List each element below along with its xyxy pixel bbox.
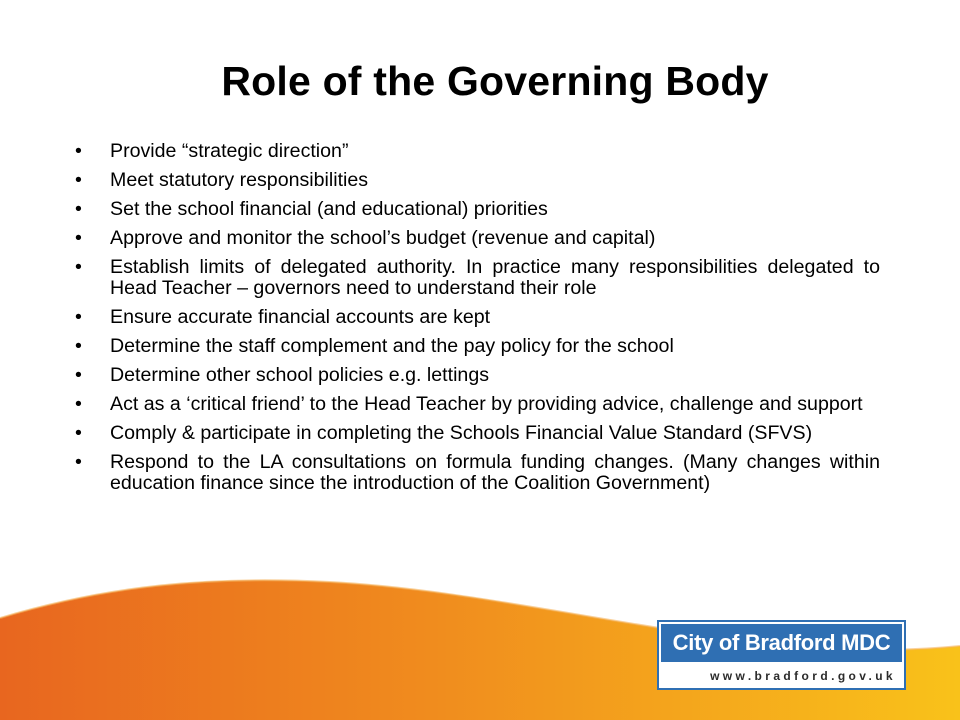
logo-name: City of Bradford MDC bbox=[661, 624, 902, 662]
bullet-text: Act as a ‘critical friend’ to the Head Teacher by providing advice, challenge and support bbox=[110, 393, 863, 415]
bullet-item bbox=[70, 307, 880, 328]
bullet-dot: • bbox=[75, 306, 82, 328]
bullet-dot: • bbox=[75, 393, 82, 415]
bullet-item bbox=[70, 199, 880, 220]
bullet-dot: • bbox=[75, 256, 82, 278]
bullet-text: Respond to the LA consultations on formula funding changes. (Many changes within education finance since the introduction of the Coalition Government) bbox=[110, 451, 880, 494]
bullet-item bbox=[70, 257, 880, 299]
bullet-dot: • bbox=[75, 364, 82, 386]
logo-website: www.bradford.gov.uk bbox=[710, 669, 896, 683]
bullet-item bbox=[70, 336, 880, 357]
bullet-item bbox=[70, 141, 880, 162]
bullet-text: Approve and monitor the school’s budget (revenue and capital) bbox=[110, 227, 656, 249]
bullet-text: Meet statutory responsibilities bbox=[110, 169, 369, 191]
bullet-text: Establish limits of delegated authority. In practice many responsibilities delegated to Head Teacher – governors need to understand their role bbox=[110, 256, 880, 299]
bullet-text: Comply & participate in completing the Schools Financial Value Standard (SFVS) bbox=[110, 422, 813, 444]
bullet-item bbox=[70, 423, 880, 444]
bullet-item bbox=[70, 365, 880, 386]
bullet-text: Provide “strategic direction” bbox=[110, 140, 349, 162]
bullet-text: Ensure accurate financial accounts are kept bbox=[110, 306, 491, 328]
bullet-item bbox=[70, 452, 880, 494]
bullet-text: Set the school financial (and educational) priorities bbox=[110, 198, 548, 220]
city-of-bradford-logo bbox=[657, 620, 906, 690]
bullet-dot: • bbox=[75, 422, 82, 444]
bullet-list bbox=[70, 141, 880, 502]
bullet-text: Determine other school policies e.g. lettings bbox=[110, 364, 490, 386]
bullet-text: Determine the staff complement and the pay policy for the school bbox=[110, 335, 674, 357]
slide-title: Role of the Governing Body bbox=[221, 58, 769, 104]
bullet-dot: • bbox=[75, 227, 82, 249]
bullet-dot: • bbox=[75, 335, 82, 357]
bullet-dot: • bbox=[75, 198, 82, 220]
bullet-item bbox=[70, 394, 880, 415]
bullet-dot: • bbox=[75, 140, 82, 162]
bullet-dot: • bbox=[75, 169, 82, 191]
bullet-dot: • bbox=[75, 451, 82, 473]
bullet-item bbox=[70, 228, 880, 249]
bullet-item bbox=[70, 170, 880, 191]
